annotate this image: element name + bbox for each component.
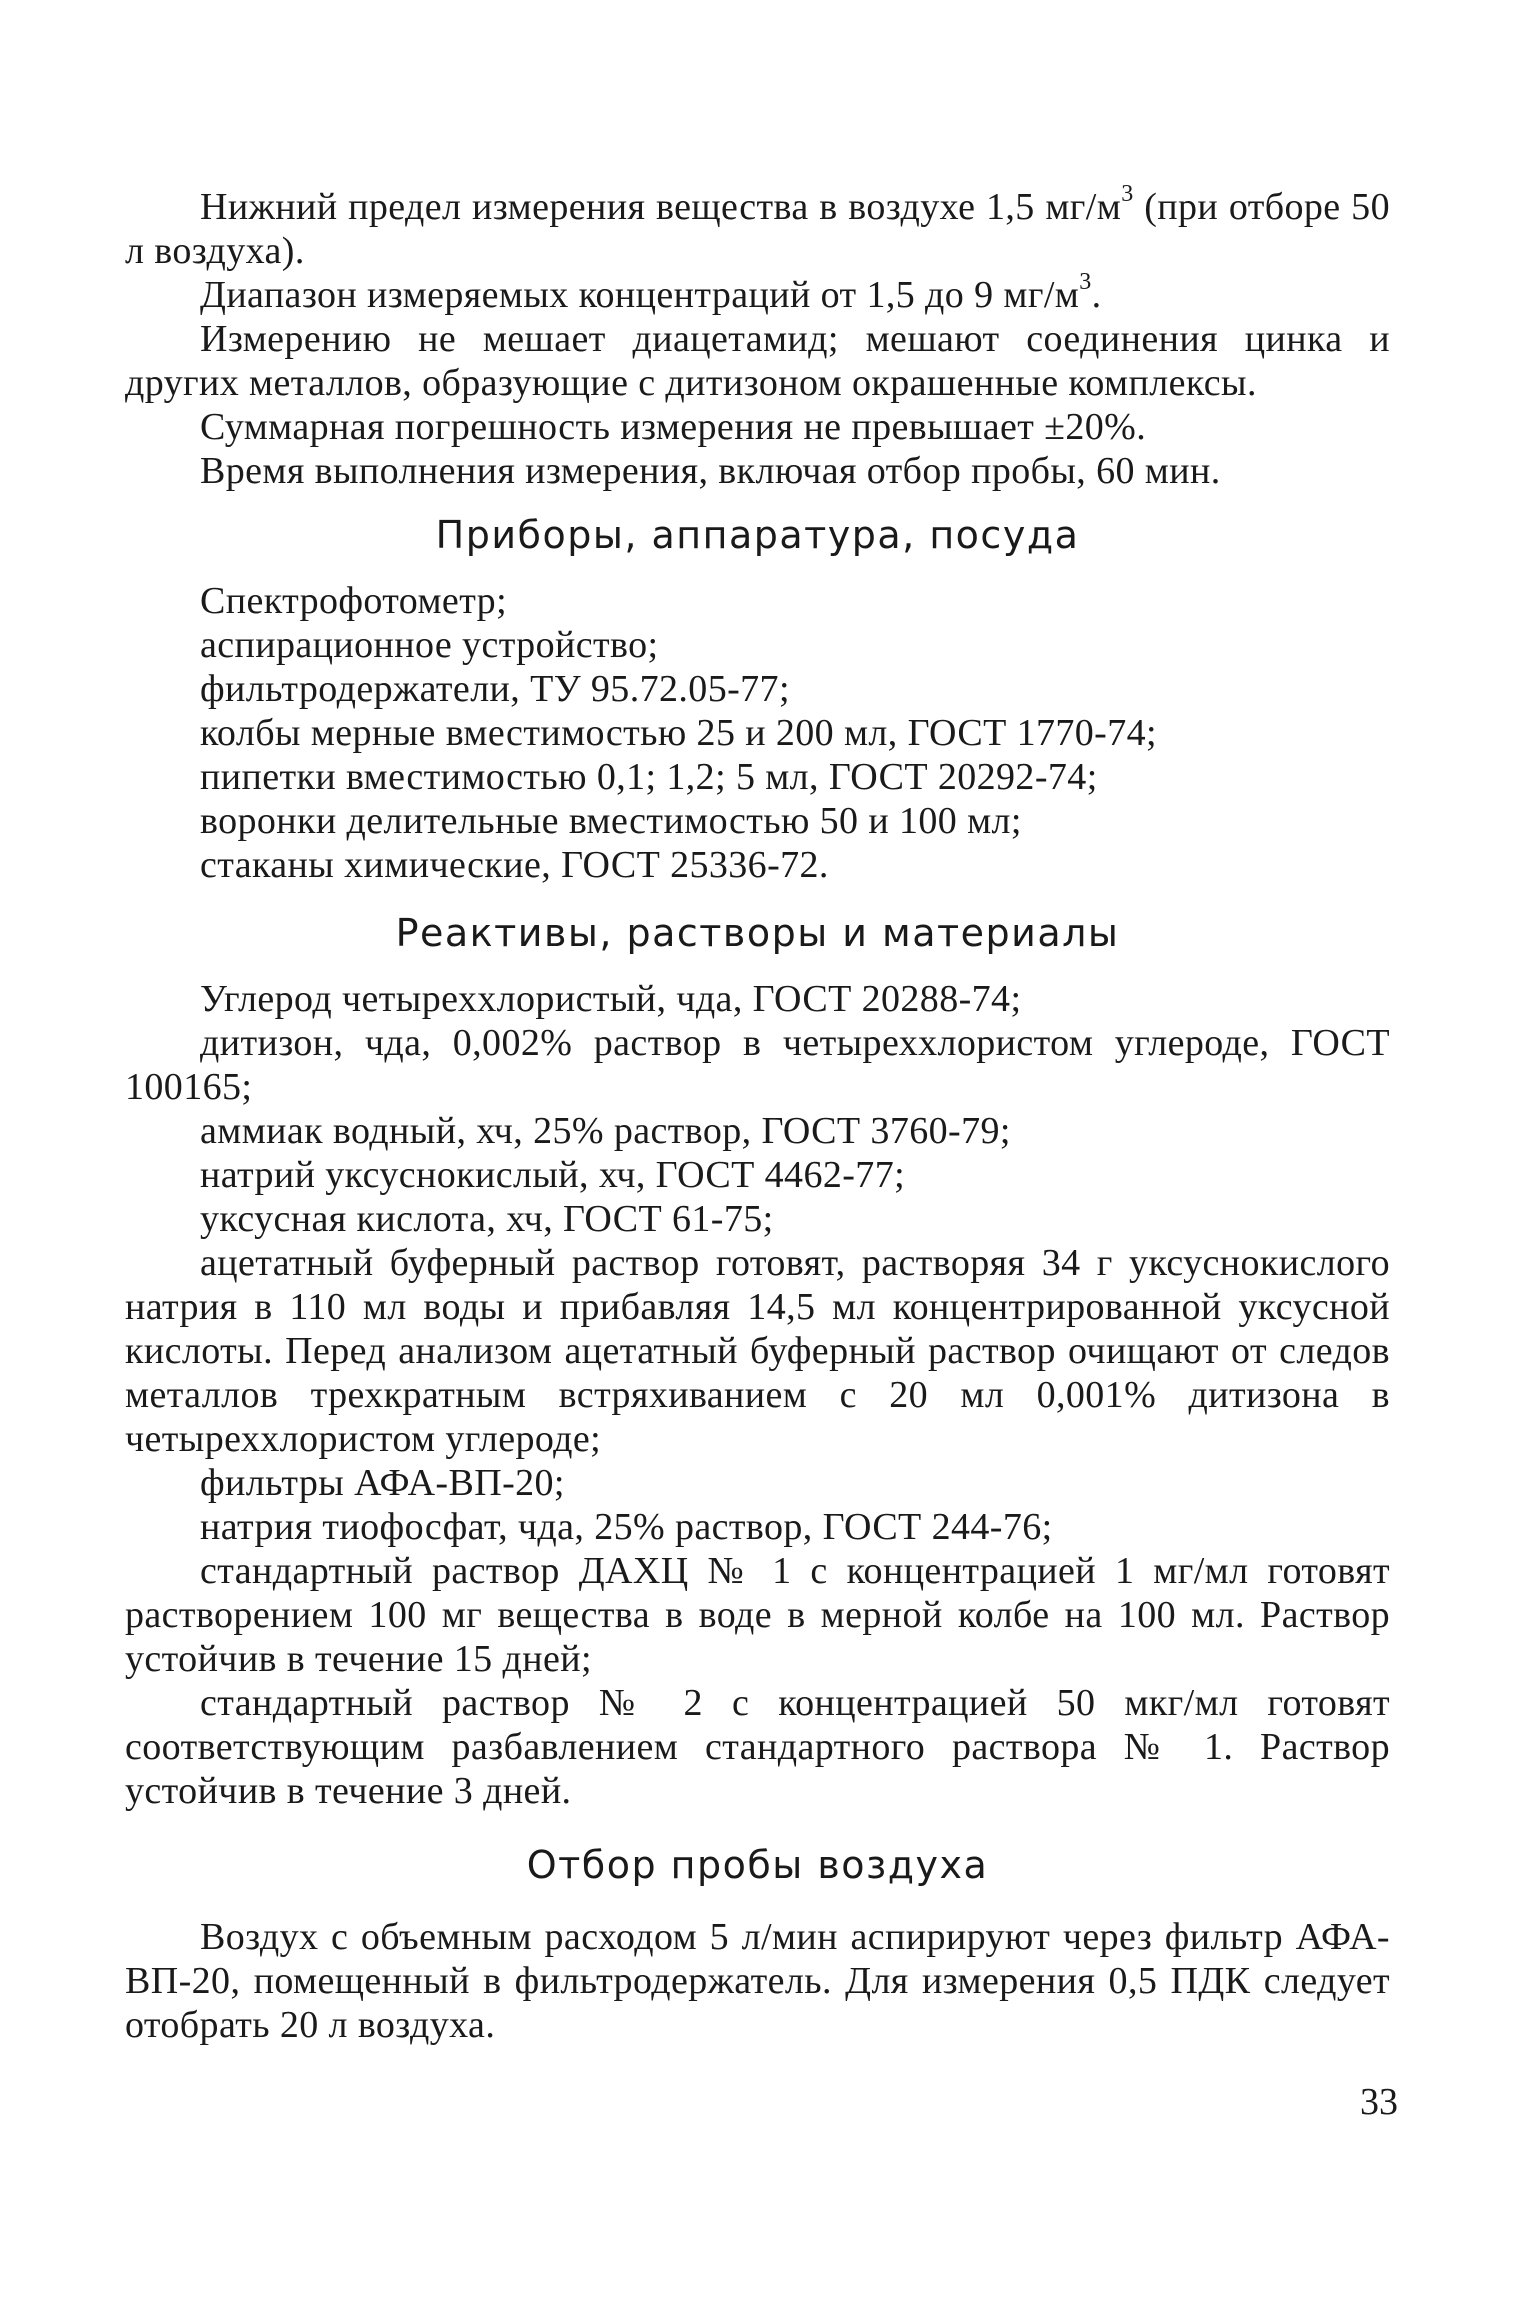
list-item: фильтродержатели, ТУ 95.72.05-77; [200,668,790,710]
list-item: стаканы химические, ГОСТ 25336-72. [200,844,829,886]
list-item: пипетки вместимостью 0,1; 1,2; 5 мл, ГОСТ 20292-74; [200,756,1098,798]
list-item: ацетатный буферный раствор готовят, растворяя 34 г уксуснокислого натрия в 110 мл воды и прибавляя 14,5 мл концентрированной уксусной кислоты. Перед анализом ацетатный буферный раствор очищают от следов металлов трехкратным встряхиванием с 20 мл 0,001% дитизона в четыреххлористом углероде; [125,1242,1390,1460]
list-item: стандартный раствор № 2 с концентрацией 50 мкг/мл готовят соответствующим разбавлением стандартного раствора № 1. Раствор устойчив в течение 3 дней. [125,1682,1390,1812]
heading-reagents: Реактивы, растворы и материалы [395,911,1120,955]
list-item: уксусная кислота, хч, ГОСТ 61-75; [200,1198,774,1240]
list-item: фильтры АФА-ВП-20; [200,1462,565,1504]
list-item: стандартный раствор ДАХЦ № 1 с концентрацией 1 мг/мл готовят растворением 100 мг вещества в воде в мерной колбе на 100 мл. Раствор устойчив в течение 15 дней; [125,1550,1390,1680]
page-number: 33 [1360,2081,1398,2123]
paragraph-range [125,269,1390,317]
heading-sampling: Отбор пробы воздуха [526,1843,989,1887]
lower-limit-text-end: (при отборе 50 л воздуха). [125,186,1390,272]
paragraph-error: Суммарная погрешность измерения не превышает ±20%. [200,406,1147,448]
list-item: Углерод четыреххлористый, чда, ГОСТ 20288-74; [200,978,1022,1020]
list-item: аспирационное устройство; [200,624,659,666]
list-item: воронки делительные вместимостью 50 и 100 мл; [200,800,1022,842]
range-text: Диапазон измеряемых концентраций от 1,5 до 9 мг/м [200,274,1080,316]
paragraph-duration: Время выполнения измерения, включая отбор пробы, 60 мин. [200,450,1221,492]
paragraph-sampling: Воздух с объемным расходом 5 л/мин аспирируют через фильтр АФА-ВП-20, помещенный в фильтродержатель. Для измерения 0,5 ПДК следует отобрать 20 л воздуха. [125,1916,1390,2046]
list-item: Спектрофотометр; [200,580,508,622]
instruments-list [125,579,1390,887]
list-item: дитизон, чда, 0,002% раствор в четыреххлористом углероде, ГОСТ 100165; [125,1022,1390,1108]
list-item: аммиак водный, хч, 25% раствор, ГОСТ 3760-79; [200,1110,1011,1152]
paragraph-interference: Измерению не мешает диацетамид; мешают соединения цинка и других металлов, образующие с дитизоном окрашенные комплексы. [125,318,1390,404]
range-text-end: . [1091,274,1102,316]
superscript: 3 [1121,181,1134,208]
list-item: натрий уксуснокислый, хч, ГОСТ 4462-77; [200,1154,906,1196]
text-column [125,181,1390,2047]
reagents-list [125,977,1390,1813]
list-item: натрия тиофосфат, чда, 25% раствор, ГОСТ 244-76; [200,1506,1053,1548]
paragraph-lower-limit [125,181,1390,273]
lower-limit-text: Нижний предел измерения вещества в воздухе 1,5 мг/м [200,186,1122,228]
heading-instruments: Приборы, аппаратура, посуда [435,513,1080,557]
list-item: колбы мерные вместимостью 25 и 200 мл, ГОСТ 1770-74; [200,712,1157,754]
superscript: 3 [1079,269,1092,296]
